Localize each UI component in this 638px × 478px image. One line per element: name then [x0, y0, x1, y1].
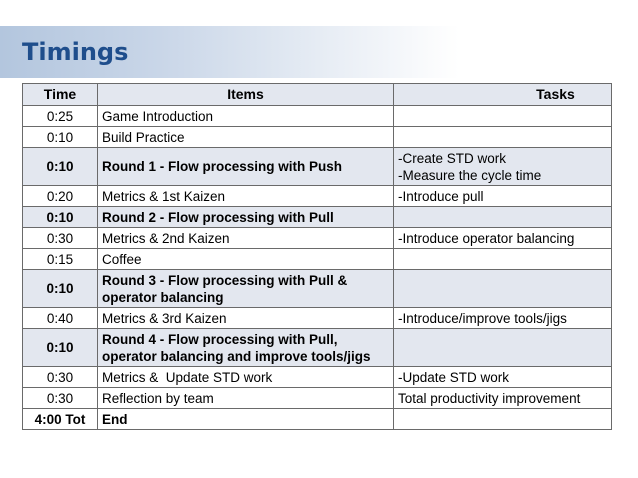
items-cell [98, 329, 394, 367]
time-cell: 0:10 [23, 207, 98, 228]
time-cell: 4:00 Tot [23, 409, 98, 430]
header-tasks: Tasks [394, 84, 612, 106]
time-cell: 0:10 [23, 127, 98, 148]
table-row [23, 308, 612, 329]
items-text: Coffee [102, 251, 142, 267]
table-row [23, 388, 612, 409]
items-cell [98, 270, 394, 308]
items-text: Game Introduction [102, 108, 214, 124]
time-cell: 0:20 [23, 186, 98, 207]
items-cell [98, 186, 394, 207]
tasks-cell [394, 329, 612, 367]
tasks-line: Total productivity improvement [398, 390, 581, 406]
tasks-line: -Introduce pull [398, 188, 484, 204]
items-cell [98, 388, 394, 409]
items-text: Round 4 - Flow processing with Pull, [102, 331, 338, 347]
tasks-line: -Create STD work [398, 150, 507, 166]
time-cell: 0:30 [23, 367, 98, 388]
time-cell: 0:30 [23, 388, 98, 409]
table-row [23, 228, 612, 249]
items-text: Round 3 - Flow processing with Pull & [102, 272, 348, 288]
items-text: Round 1 - Flow processing with Push [102, 159, 343, 174]
time-cell: 0:25 [23, 106, 98, 127]
items-cell [98, 409, 394, 430]
items-text: Metrics & 2nd Kaizen [102, 230, 230, 246]
items-text: operator balancing [102, 289, 224, 305]
items-cell [98, 228, 394, 249]
tasks-line: -Measure the cycle time [398, 167, 542, 183]
table-row [23, 329, 612, 367]
tasks-cell [394, 106, 612, 127]
table-row [23, 249, 612, 270]
time-cell: 0:10 [23, 329, 98, 367]
items-text: Reflection by team [102, 390, 214, 406]
table-row [23, 409, 612, 430]
time-cell: 0:10 [23, 270, 98, 308]
time-cell: 0:10 [23, 148, 98, 186]
items-cell [98, 127, 394, 148]
time-cell: 0:15 [23, 249, 98, 270]
items-text: Metrics & Update STD work [102, 369, 273, 385]
header-items: Items [98, 84, 394, 106]
items-cell [98, 308, 394, 329]
items-text: Round 2 - Flow processing with Pull [102, 209, 334, 225]
tasks-cell [394, 207, 612, 228]
table-row [23, 186, 612, 207]
tasks-cell [394, 228, 612, 249]
table-header-row [23, 84, 612, 106]
tasks-cell [394, 249, 612, 270]
table-row [23, 127, 612, 148]
items-text: Metrics & 3rd Kaizen [102, 310, 227, 326]
items-cell [98, 106, 394, 127]
tasks-cell [394, 409, 612, 430]
items-text: operator balancing and improve tools/jigs [102, 348, 371, 364]
table-row [23, 367, 612, 388]
items-text: Metrics & 1st Kaizen [102, 188, 226, 204]
table-row [23, 106, 612, 127]
timings-table [22, 83, 612, 430]
items-text: End [102, 411, 128, 427]
time-cell: 0:40 [23, 308, 98, 329]
tasks-cell [394, 186, 612, 207]
tasks-line: -Update STD work [398, 369, 510, 385]
time-cell: 0:30 [23, 228, 98, 249]
items-cell [98, 207, 394, 228]
table-row [23, 270, 612, 308]
tasks-cell [394, 308, 612, 329]
tasks-cell [394, 270, 612, 308]
items-text: Build Practice [102, 129, 185, 145]
tasks-cell [394, 127, 612, 148]
items-cell [98, 249, 394, 270]
tasks-cell [394, 367, 612, 388]
header-time: Time [23, 84, 98, 106]
tasks-cell [394, 148, 612, 186]
table-row [23, 207, 612, 228]
slide-title: Timings [22, 38, 129, 66]
tasks-line: -Introduce operator balancing [398, 230, 575, 246]
items-cell [98, 367, 394, 388]
table-row [23, 148, 612, 186]
tasks-line: -Introduce/improve tools/jigs [398, 310, 567, 326]
tasks-cell [394, 388, 612, 409]
items-cell [98, 148, 394, 186]
